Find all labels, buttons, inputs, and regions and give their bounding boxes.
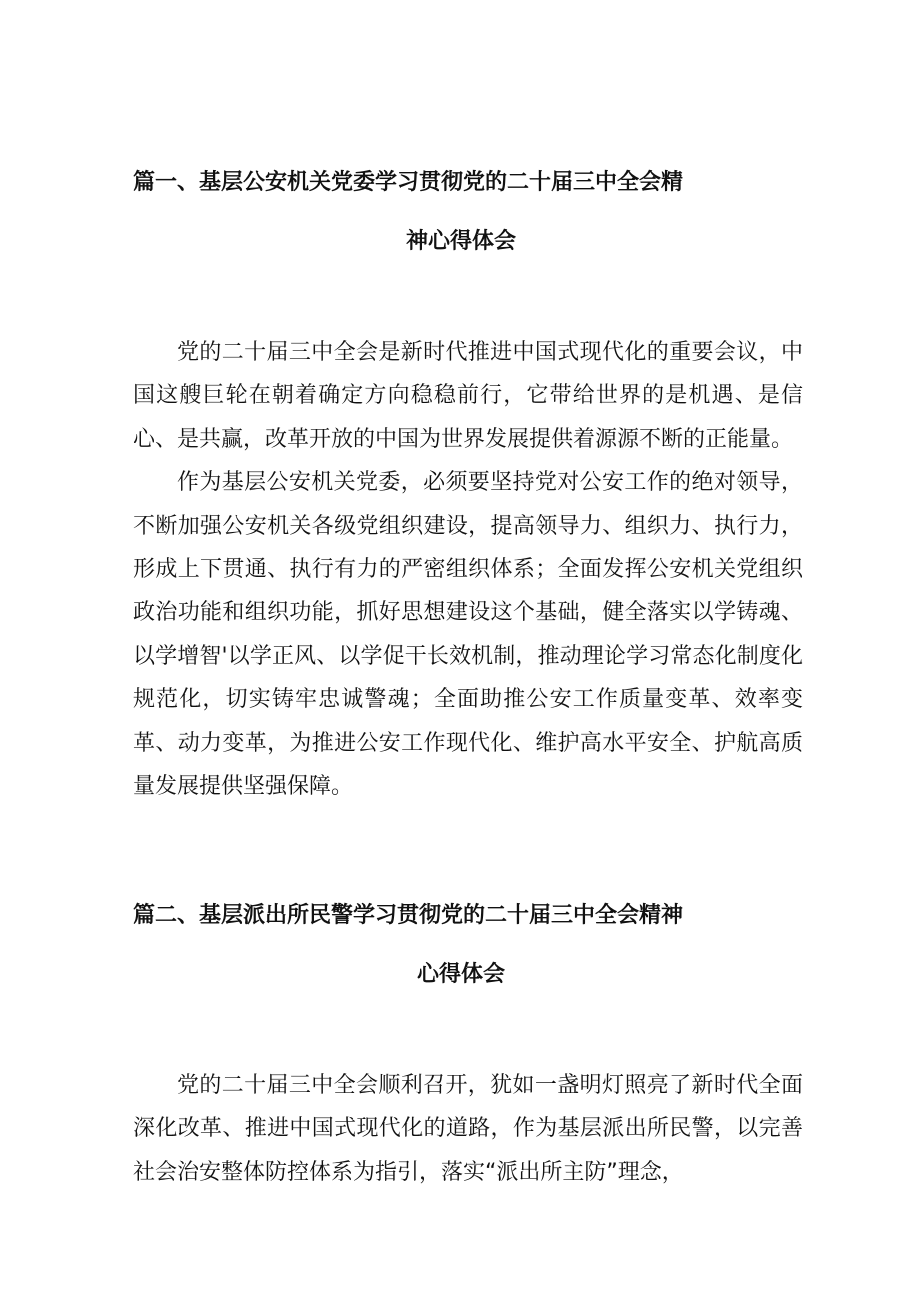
section-two xyxy=(133,893,803,1194)
section-two-body xyxy=(133,1064,803,1194)
section-one xyxy=(133,160,803,808)
section-one-body xyxy=(133,331,803,808)
section-one-paragraph-1: 党的二十届三中全会是新时代推进中国式现代化的重要会议，中国这艘巨轮在朝着确定方向稳稳前行，它带给世界的是机遇、是信心、是共赢，改革开放的中国为世界发展提供着源源不断的正能量。 xyxy=(133,340,803,452)
section-two-title-line2: 心得体会 xyxy=(416,962,505,987)
section-one-title-line1: 篇一、基层公安机关党委学习贯彻党的二十届三中全会精 xyxy=(133,170,684,195)
section-two-paragraph-1: 党的二十届三中全会顺利召开，犹如一盏明灯照亮了新时代全面深化改革、推进中国式现代化的道路，作为基层派出所民警，以完善社会治安整体防控体系为指引，落实“派出所主防”理念， xyxy=(133,1073,803,1185)
section-two-title-line1: 篇二、基层派出所民警学习贯彻党的二十届三中全会精神 xyxy=(133,903,684,928)
section-one-paragraph-2: 作为基层公安机关党委，必须要坚持党对公安工作的绝对领导，不断加强公安机关各级党组织建设，提高领导力、组织力、执行力，形成上下贯通、执行有力的严密组织体系；全面发挥公安机关党组织政治功能和组织功能，抓好思想建设这个基础，健全落实以学铸魂、以学增智'以学正风、以学促干长效机制，推动理论学习常态化制度化规范化，切实铸牢忠诚警魂；全面助推公安工作质量变革、效率变革、动力变革，为推进公安工作现代化、维护高水平安全、护航高质量发展提供坚强保障。 xyxy=(133,470,803,800)
section-one-title-line2: 神心得体会 xyxy=(405,229,516,254)
